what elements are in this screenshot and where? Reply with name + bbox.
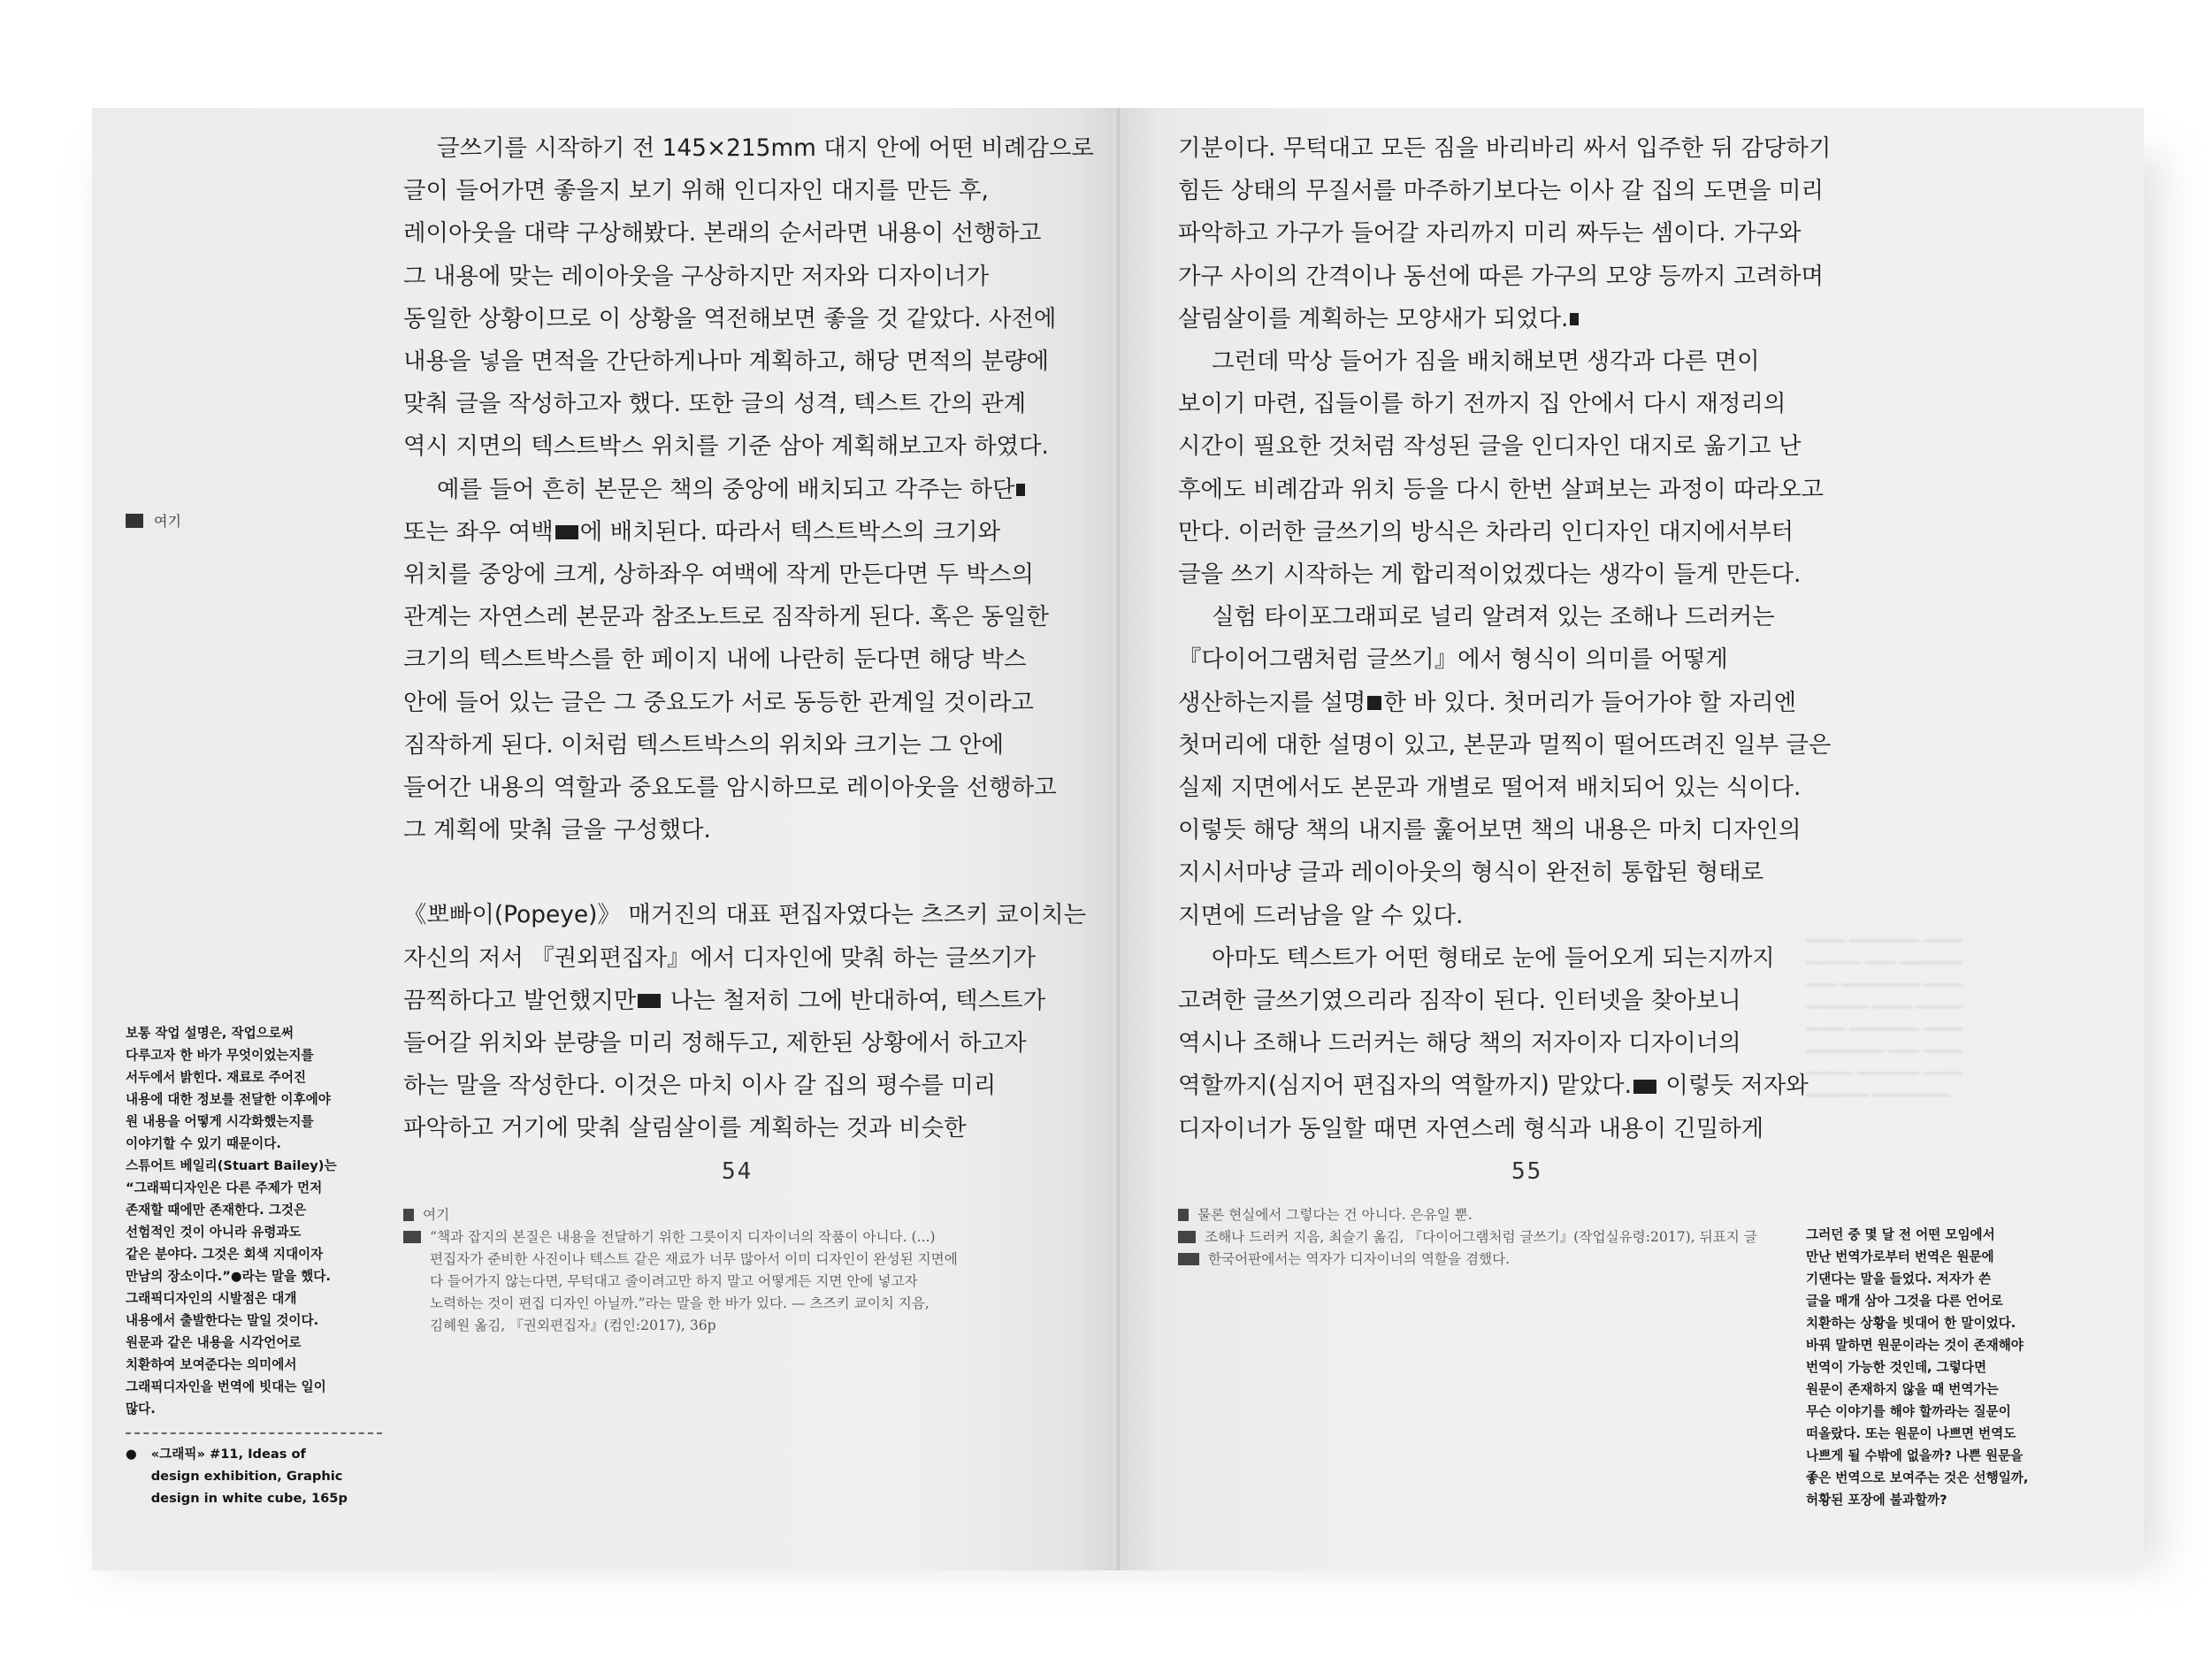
note-marker-icon (1178, 1231, 1196, 1243)
sidenote-line: 그래픽디자인을 번역에 빗대는 일이 (126, 1379, 326, 1394)
reference-line: «그래픽» #11, Ideas of (150, 1447, 306, 1462)
footnote-marker-icon (1633, 1080, 1656, 1094)
sidenote-line: 선험적인 것이 아니라 유령과도 (126, 1225, 302, 1240)
footnote-text: 조해나 드러커 지음, 최슬기 옮김, 『다이어그램처럼 글쓰기』(작업실유령:2017), 뒤표지 글 (1205, 1229, 1757, 1245)
footnote-text: 김혜원 옮김, 『권외편집자』(컴인:2017), 36p (430, 1317, 716, 1333)
text-line: 위치를 중앙에 크게, 상하좌우 여백에 작게 만든다면 두 박스의 (403, 561, 1034, 589)
note-marker-icon (1178, 1209, 1189, 1221)
text-span: 역할까지(심지어 편집자의 역할까지) 맡았다. (1178, 1072, 1633, 1100)
footnote-text: 물론 현실에서 그렇다는 건 아니다. 은유일 뿐. (1197, 1207, 1473, 1223)
sidenote-line: 나쁘게 될 수밖에 없을까? 나쁜 원문을 (1806, 1448, 2024, 1463)
text-line: 지면에 드러남을 알 수 있다. (1178, 901, 1464, 929)
divider (126, 1432, 382, 1434)
sidenote-line: 이야기할 수 있기 때문이다. (126, 1136, 281, 1151)
sidenote-line: 서두에서 밝힌다. 재료로 주어진 (126, 1070, 307, 1085)
text-line: 역시나 조해나 드러커는 해당 책의 저자이자 디자이너의 (1178, 1029, 1741, 1058)
text-line: 실제 지면에서도 본문과 개별로 떨어져 배치되어 있는 식이다. (1178, 774, 1802, 802)
text-line: 아마도 텍스트가 어떤 형태로 눈에 들어오게 되는지까지 (1212, 943, 1775, 972)
reference-line: design in white cube, 165p (150, 1491, 348, 1506)
sidenote-line: 그러던 중 몇 달 전 어떤 모임에서 (1806, 1227, 1995, 1242)
text-line: 글쓰기를 시작하기 전 145×215mm 대지 안에 어떤 비례감으로 (437, 134, 1094, 162)
text-span: 예를 들어 흔히 본문은 책의 중앙에 배치되고 각주는 하단 (437, 475, 1015, 503)
text-span: 한 바 있다. 첫머리가 들어가야 할 자리엔 (1383, 688, 1796, 716)
text-line: 글을 쓰기 시작하는 게 합리적이었겠다는 생각이 들게 만든다. (1178, 561, 1802, 589)
sidenote-line: 떠올랐다. 또는 원문이 나쁘면 번역도 (1806, 1426, 2016, 1441)
text-line: 만다. 이러한 글쓰기의 방식은 차라리 인디자인 대지에서부터 (1178, 517, 1794, 546)
text-line: 힘든 상태의 무질서를 마주하기보다는 이사 갈 집의 도면을 미리 (1178, 177, 1824, 205)
sidenote-line: 허황된 포장에 불과할까? (1806, 1493, 1947, 1508)
sidenote-line: “그래픽디자인은 다른 주제가 먼저 (126, 1180, 323, 1195)
sidenote-line: 글을 매개 삼아 그것을 다른 언어로 (1806, 1294, 2003, 1309)
footnote-text: “책과 잡지의 본질은 내용을 전달하기 위한 그릇이지 디자이너의 작품이 아니다. (...) (430, 1229, 936, 1245)
text-line: 기분이다. 무턱대고 모든 짐을 바리바리 싸서 입주한 뒤 감당하기 (1178, 134, 1832, 162)
footnote-text: 한국어판에서는 역자가 디자이너의 역할을 겸했다. (1208, 1251, 1511, 1267)
left-page (92, 108, 1118, 1570)
reference-line: design exhibition, Graphic (150, 1469, 343, 1484)
text-line: 실험 타이포그래피로 널리 알려져 있는 조해나 드러커는 (1212, 603, 1775, 631)
right-body-text (1178, 127, 1831, 1150)
right-footnotes (1178, 1204, 1757, 1271)
footnote-marker-icon (555, 525, 578, 539)
footnote (403, 1204, 958, 1226)
text-span: 끔찍하다고 발언했지만 (403, 986, 637, 1014)
text-line: 디자이너가 동일할 때면 자연스레 형식과 내용이 긴밀하게 (1178, 1114, 1764, 1142)
footnote-marker-icon (1570, 313, 1579, 325)
show-through-text: ━━━━━ ━━━━━━━━━ ━━━━━ ━━━━━━━ ━━━━ ━━━━━━━━ ━━━━ ━━━━━━━━━━ ━━━━━ ━━━━━━━━ ━━━━━ ━━━━━━ ━━━━━ ━━━━━━━━━ ━━━━━ ━━━━━━━━━━ ━━━━ ━━━━━ ━━━━━━ ━━━━━━━━ ━━━━━ ━━━━━━━━ ━━━━━━━━━━ (1806, 934, 1963, 1103)
text-line: 동일한 상황이므로 이 상황을 역전해보면 좋을 것 같았다. 사전에 (403, 304, 1057, 332)
sidenote-reference (126, 1443, 382, 1509)
footnote-marker-icon (1016, 484, 1025, 496)
text-line: 그 계획에 맞춰 글을 구성했다. (403, 816, 711, 844)
text-line (1178, 682, 1831, 724)
note-marker-icon (126, 514, 143, 528)
sidenote-line: 많다. (126, 1401, 156, 1417)
text-line (403, 469, 1094, 511)
text-line: 내용을 넣을 면적을 간단하게나마 계획하고, 해당 면적의 분량에 (403, 347, 1049, 376)
text-span: 또는 좌우 여백 (403, 517, 554, 546)
text-line: 하는 말을 작성한다. 이것은 마치 이사 갈 집의 평수를 미리 (403, 1072, 997, 1100)
footnote (1178, 1249, 1757, 1271)
text-span: 살림살이를 계획하는 모양새가 되었다. (1178, 304, 1569, 332)
text-line: 맞춰 글을 작성하고자 했다. 또한 글의 성격, 텍스트 간의 관계 (403, 390, 1027, 418)
sidenote-line: 스튜어트 베일리(Stuart Bailey)는 (126, 1158, 337, 1173)
footnote-marker-icon (638, 994, 661, 1008)
text-line: 관계는 자연스레 본문과 참조노트로 짐작하게 된다. 혹은 동일한 (403, 603, 1049, 631)
note-marker-icon (403, 1209, 414, 1221)
text-line (403, 980, 1094, 1022)
right-page (1120, 108, 2144, 1570)
text-span: 나는 철저히 그에 반대하여, 텍스트가 (662, 986, 1046, 1014)
text-line: 파악하고 가구가 들어갈 자리까지 미리 짜두는 셈이다. 가구와 (1178, 219, 1802, 248)
text-line: 짐작하게 된다. 이처럼 텍스트박스의 위치와 크기는 그 안에 (403, 730, 1004, 759)
page-number: 55 (1511, 1158, 1543, 1185)
text-span: 생산하는지를 설명 (1178, 688, 1366, 716)
book-spread (92, 108, 2144, 1570)
sidenote-line: 치환하는 상황을 빗대어 한 말이었다. (1806, 1316, 2016, 1331)
footnote-text: 다 들어가지 않는다면, 무턱대고 줄이려고만 하지 말고 어떻게든 지면 안에 넣고자 (430, 1273, 918, 1289)
margin-label-text: 여기 (154, 513, 181, 530)
text-line: 안에 들어 있는 글은 그 중요도가 서로 동등한 관계일 것이라고 (403, 688, 1034, 716)
sidenote-line: 그래픽디자인의 시발점은 대개 (126, 1291, 297, 1306)
sidenote-line: 내용에 대한 정보를 전달한 이후에야 (126, 1092, 331, 1107)
text-line: 가구 사이의 간격이나 동선에 따른 가구의 모양 등까지 고려하며 (1178, 262, 1824, 290)
left-sidenote (126, 1022, 382, 1509)
text-line: 자신의 저서 『권외편집자』에서 디자인에 맞춰 하는 글쓰기가 (403, 943, 1036, 972)
sidenote-line: 무슨 이야기를 해야 할까라는 질문이 (1806, 1404, 2011, 1419)
text-line: 그 내용에 맞는 레이아웃을 구상하지만 저자와 디자이너가 (403, 262, 990, 290)
sidenote-line: 좋은 번역으로 보여주는 것은 선행일까, (1806, 1470, 2029, 1485)
footnote (403, 1226, 958, 1337)
text-line: 《뽀빠이(Popeye)》 매거진의 대표 편집자였다는 츠즈키 쿄이치는 (403, 901, 1087, 929)
sidenote-line: 원문이 존재하지 않을 때 번역가는 (1806, 1382, 1999, 1397)
sidenote-line: 만남의 장소이다.”●라는 말을 했다. (126, 1269, 331, 1284)
text-line: 첫머리에 대한 설명이 있고, 본문과 멀찍이 떨어뜨려진 일부 글은 (1178, 730, 1832, 759)
sidenote-line: 바꿔 말하면 원문이라는 것이 존재해야 (1806, 1338, 2024, 1353)
text-line: 레이아웃을 대략 구상해봤다. 본래의 순서라면 내용이 선행하고 (403, 219, 1042, 248)
sidenote-line: 내용에서 출발한다는 말일 것이다. (126, 1313, 319, 1328)
text-line: 들어갈 위치와 분량을 미리 정해두고, 제한된 상황에서 하고자 (403, 1029, 1027, 1058)
footnote-text: 편집자가 준비한 사진이나 텍스트 같은 재료가 너무 많아서 이미 디자인이 완성된 지면에 (430, 1251, 958, 1267)
text-line: 글이 들어가면 좋을지 보기 위해 인디자인 대지를 만든 후, (403, 177, 989, 205)
sidenote-line: 원문과 같은 내용을 시각언어로 (126, 1335, 302, 1350)
footnote-marker-icon (1367, 696, 1381, 710)
footnote-text: 여기 (423, 1207, 450, 1223)
sidenote-line: 치환하여 보여준다는 의미에서 (126, 1357, 297, 1372)
text-line: 보이기 마련, 집들이를 하기 전까지 집 안에서 다시 재정리의 (1178, 390, 1786, 418)
sidenote-line: 원 내용을 어떻게 시각화했는지를 (126, 1114, 314, 1129)
note-marker-icon (1178, 1253, 1199, 1265)
text-line: 고려한 글쓰기였으리라 짐작이 된다. 인터넷을 찾아보니 (1178, 987, 1741, 1015)
text-line: 시간이 필요한 것처럼 작성된 글을 인디자인 대지로 옮기고 난 (1178, 432, 1802, 461)
text-line: 후에도 비례감과 위치 등을 다시 한번 살펴보는 과정이 따라오고 (1178, 475, 1824, 503)
footnote (1178, 1226, 1757, 1249)
sidenote-line: 존재할 때에만 존재한다. 그것은 (126, 1203, 307, 1218)
right-sidenote (1806, 1224, 2028, 1511)
left-footnotes (403, 1204, 958, 1337)
text-line (1178, 298, 1831, 340)
text-line: 역시 지면의 텍스트박스 위치를 기준 삼아 계획해보고자 하였다. (403, 432, 1049, 461)
paragraph-gap (403, 851, 1094, 894)
text-span: 이렇듯 저자와 (1658, 1072, 1809, 1100)
text-line: 크기의 텍스트박스를 한 페이지 내에 나란히 둔다면 해당 박스 (403, 645, 1027, 674)
text-line: 들어간 내용의 역할과 중요도를 암시하므로 레이아웃을 선행하고 (403, 774, 1057, 802)
sidenote-line: 다루고자 한 바가 무엇이었는지를 (126, 1048, 314, 1063)
sidenote-line: 만난 번역가로부터 번역은 원문에 (1806, 1249, 1994, 1264)
text-line: 파악하고 거기에 맞춰 살림살이를 계획하는 것과 비슷한 (403, 1114, 967, 1142)
footnote (1178, 1204, 1757, 1226)
bullet-icon: ● (126, 1447, 137, 1462)
text-line (1178, 1065, 1831, 1107)
sidenote-line: 보통 작업 설명은, 작업으로써 (126, 1026, 294, 1041)
left-margin-label (126, 510, 181, 531)
note-marker-icon (403, 1231, 421, 1243)
footnote-text: 노력하는 것이 편집 디자인 아닐까.”라는 말을 한 바가 있다. — 츠즈키 쿄이치 지음, (430, 1295, 930, 1311)
text-line (403, 511, 1094, 554)
text-line: 그런데 막상 들어가 짐을 배치해보면 생각과 다른 면이 (1212, 347, 1760, 376)
text-line: 지시서마냥 글과 레이아웃의 형식이 완전히 통합된 형태로 (1178, 859, 1764, 887)
sidenote-line: 같은 분야다. 그것은 회색 지대이자 (126, 1247, 324, 1262)
text-span: 에 배치된다. 따라서 텍스트박스의 크기와 (579, 517, 1001, 546)
left-body-text (403, 127, 1094, 1150)
page-number: 54 (722, 1158, 754, 1185)
sidenote-line: 번역이 가능한 것인데, 그렇다면 (1806, 1360, 1987, 1375)
sidenote-line: 기댄다는 말을 들었다. 저자가 쓴 (1806, 1271, 1992, 1287)
text-line: 『다이어그램처럼 글쓰기』에서 형식이 의미를 어떻게 (1178, 645, 1728, 674)
text-line: 이렇듯 해당 책의 내지를 훑어보면 책의 내용은 마치 디자인의 (1178, 816, 1802, 844)
